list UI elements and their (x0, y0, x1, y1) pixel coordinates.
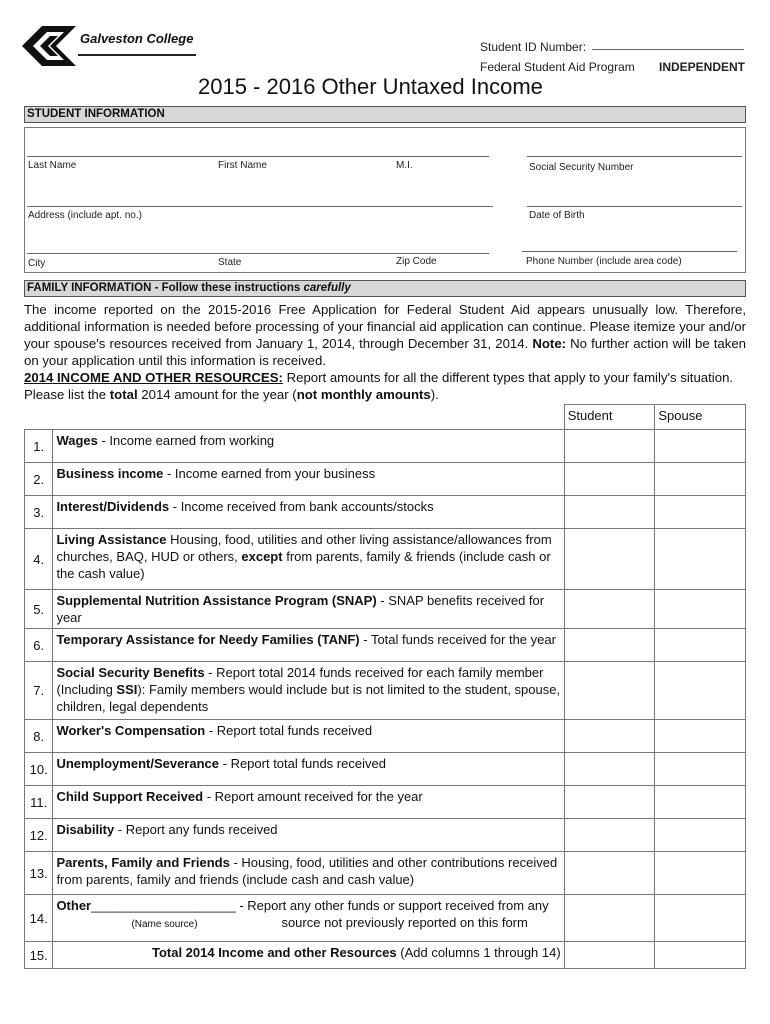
table-row (25, 720, 746, 753)
row-label: Parents, Family and Friends (56, 855, 230, 870)
resources-total: total (109, 387, 138, 402)
table-row (25, 590, 746, 629)
total-row (25, 942, 746, 969)
row-label: Living Assistance (56, 532, 167, 547)
row-number: 6. (25, 629, 53, 662)
row-description (53, 895, 564, 942)
row-description (53, 720, 564, 753)
income-table (24, 404, 746, 969)
state-label: State (218, 257, 242, 268)
table-row (25, 496, 746, 529)
resources-text-a: Report amounts for all the different types that apply to your family's situation. (282, 370, 734, 385)
table-row (25, 819, 746, 852)
student-amount-cell[interactable] (564, 662, 655, 720)
row-number: 5. (25, 590, 53, 629)
row-text: Housing, food, utilities and other living assistance/allowances from churches, BAQ, HUD or others, (56, 532, 552, 564)
row-label: Interest/Dividends (56, 499, 170, 514)
spouse-amount-cell[interactable] (655, 629, 746, 662)
row-label: Disability (56, 822, 115, 837)
city-label: City (28, 258, 46, 269)
student-amount-cell[interactable] (564, 529, 655, 590)
resources-heading: 2014 INCOME AND OTHER RESOURCES: (24, 370, 283, 385)
row-description (53, 629, 564, 662)
address-input-line[interactable] (27, 206, 493, 207)
ssn-input-line[interactable] (527, 156, 742, 157)
spouse-amount-cell[interactable] (655, 662, 746, 720)
row-description (53, 786, 564, 819)
student-info-header: STUDENT INFORMATION (24, 106, 746, 123)
row-label: Temporary Assistance for Needy Families (TANF) (56, 632, 360, 647)
table-row (25, 463, 746, 496)
row-text: - Report total funds received (219, 756, 386, 771)
student-amount-cell[interactable] (564, 629, 655, 662)
last-name-label: Last Name (28, 160, 77, 171)
spouse-amount-cell[interactable] (655, 590, 746, 629)
row-number: 12. (25, 819, 53, 852)
row-description (53, 662, 564, 720)
zip-label: Zip Code (396, 256, 437, 267)
table-row (25, 753, 746, 786)
row-text: - Report amount received for the year (203, 789, 423, 804)
row-label: Other (56, 898, 92, 913)
spouse-amount-cell[interactable] (655, 430, 746, 463)
address-label: Address (include apt. no.) (28, 210, 142, 221)
row-description (53, 430, 564, 463)
dob-input-line[interactable] (527, 206, 742, 207)
mi-label: M.I. (396, 160, 413, 171)
student-amount-cell[interactable] (564, 753, 655, 786)
table-row (25, 895, 746, 942)
family-info-header (24, 280, 746, 297)
row-number: 13. (25, 852, 53, 895)
spouse-amount-cell[interactable] (655, 852, 746, 895)
row-emphasis: SSI (116, 682, 138, 697)
row-number: 11. (25, 786, 53, 819)
row-number: 8. (25, 720, 53, 753)
resources-text-b: Please list the (24, 387, 110, 402)
student-amount-cell[interactable] (564, 496, 655, 529)
row-emphasis: except (241, 549, 283, 564)
spouse-column-header: Spouse (655, 405, 746, 430)
table-row (25, 629, 746, 662)
name-input-line[interactable] (27, 156, 489, 157)
other-source-blank[interactable]: ____________________ (91, 898, 236, 913)
first-name-label: First Name (218, 160, 267, 171)
row-text: - Report total funds received (205, 723, 373, 738)
row-description (53, 496, 564, 529)
row-description (53, 529, 564, 590)
spouse-total-cell[interactable] (655, 942, 746, 969)
row-description (53, 590, 564, 629)
row-text: - Income earned from working (97, 433, 275, 448)
table-row (25, 852, 746, 895)
row-text: - Report any other funds or support received from any (235, 898, 549, 913)
resources-text-d: ). (430, 387, 439, 402)
student-total-cell[interactable] (564, 942, 655, 969)
family-info-title: FAMILY INFORMATION - Follow these instructions (27, 282, 304, 294)
total-label: Total 2014 Income and other Resources (151, 945, 397, 960)
row-number: 3. (25, 496, 53, 529)
spouse-amount-cell[interactable] (655, 819, 746, 852)
row-text-end: from parents, family & friends (include cash or the cash value) (56, 549, 551, 581)
row-description (53, 942, 564, 969)
student-amount-cell[interactable] (564, 895, 655, 942)
city-state-zip-input-line[interactable] (27, 253, 489, 254)
row-description (53, 852, 564, 895)
phone-input-line[interactable] (522, 251, 737, 252)
row-number: 1. (25, 430, 53, 463)
row-text: (Add columns 1 through 14) (396, 945, 561, 960)
row-description (53, 819, 564, 852)
student-amount-cell[interactable] (564, 720, 655, 753)
table-row (25, 786, 746, 819)
table-row (25, 662, 746, 720)
student-amount-cell[interactable] (564, 463, 655, 496)
student-id-label: Student ID Number: (480, 40, 587, 54)
table-row (25, 529, 746, 590)
intro-text-end: No further action will be taken on your application until this information is received. (24, 336, 747, 368)
student-column-header: Student (564, 405, 655, 430)
row-number: 14. (25, 895, 53, 942)
resources-text-c: 2014 amount for the year ( (137, 387, 297, 402)
row-label: Business income (56, 466, 164, 481)
row-text: - Income earned from your business (163, 466, 376, 481)
student-amount-cell[interactable] (564, 819, 655, 852)
spouse-amount-cell[interactable] (655, 496, 746, 529)
resources-paragraph (24, 369, 746, 403)
student-amount-cell[interactable] (564, 852, 655, 895)
college-logo-chevron-icon (20, 24, 80, 68)
spouse-amount-cell[interactable] (655, 529, 746, 590)
row-number: 2. (25, 463, 53, 496)
program-type: INDEPENDENT (659, 60, 746, 74)
spouse-amount-cell[interactable] (655, 463, 746, 496)
row-number: 15. (25, 942, 53, 969)
logo-underline (78, 54, 196, 56)
row-text: - Report total 2014 funds received for each family member (Including (56, 665, 544, 697)
program-label: Federal Student Aid Program (480, 60, 635, 74)
row-number: 7. (25, 662, 53, 720)
row-text: - Total funds received for the year (359, 632, 556, 647)
spouse-amount-cell[interactable] (655, 895, 746, 942)
intro-text: The income reported on the 2015-2016 Free Application for Federal Student Aid appears unusually low. Therefore, additional information is needed before processing of your financial aid application can continue. Please itemize your and/or your spouse's resources received from January 1, 2014, through December 31, 2014. (24, 302, 746, 351)
table-header-row (25, 405, 746, 430)
row-text: - Report any funds received (114, 822, 278, 837)
row-label: Worker's Compensation (56, 723, 206, 738)
row-number: 10. (25, 753, 53, 786)
row-label: Wages (56, 433, 98, 448)
row-description (53, 463, 564, 496)
row-number: 4. (25, 529, 53, 590)
intro-note: Note: (532, 336, 567, 351)
row-label: Child Support Received (56, 789, 204, 804)
family-info-title-emphasis: carefully (303, 282, 351, 294)
row-text: - Income received from bank accounts/stocks (169, 499, 434, 514)
student-amount-cell[interactable] (564, 430, 655, 463)
row-text-end: source not previously reported on this form (281, 915, 528, 930)
row-text-end: ): Family members would include but is not limited to the student, spouse, children, legal dependents (56, 682, 561, 714)
table-row (25, 430, 746, 463)
spouse-amount-cell[interactable] (655, 786, 746, 819)
row-text: - SNAP benefits received for year (56, 593, 545, 625)
phone-label: Phone Number (include area code) (526, 256, 682, 267)
name-source-label: (Name source) (131, 919, 198, 930)
row-label: Supplemental Nutrition Assistance Program (SNAP) (56, 593, 377, 608)
row-label: Social Security Benefits (56, 665, 205, 680)
student-amount-cell[interactable] (564, 590, 655, 629)
resources-not-monthly: not monthly amounts (296, 387, 431, 402)
student-id-input-line[interactable] (592, 49, 744, 50)
college-name: Galveston College (80, 31, 194, 46)
ssn-label: Social Security Number (529, 162, 634, 173)
dob-label: Date of Birth (529, 210, 585, 221)
student-amount-cell[interactable] (564, 786, 655, 819)
row-description (53, 753, 564, 786)
row-label: Unemployment/Severance (56, 756, 220, 771)
row-text: - Housing, food, utilities and other contributions received from parents, family and friends (include cash and cash value) (56, 855, 558, 887)
page-title: 2015 - 2016 Other Untaxed Income (198, 74, 543, 99)
spouse-amount-cell[interactable] (655, 753, 746, 786)
instructions-paragraph (24, 301, 746, 369)
spouse-amount-cell[interactable] (655, 720, 746, 753)
